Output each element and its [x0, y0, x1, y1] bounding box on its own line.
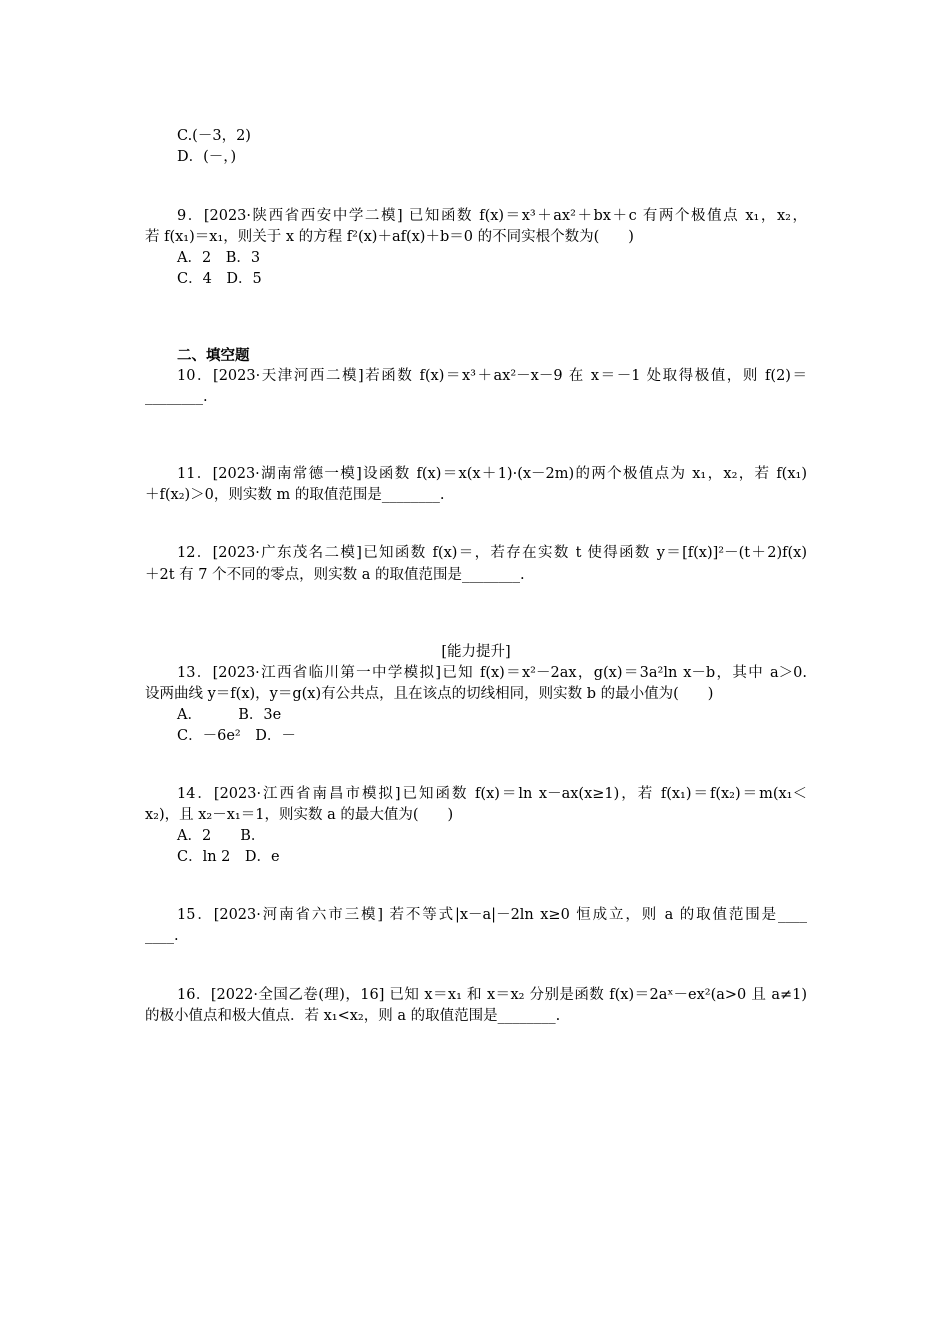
section-heading-ability: [能力提升] [441, 644, 511, 660]
q13-options-ab: A． B．3e [177, 707, 282, 723]
q16-stem-line1: 16．[2022·全国乙卷(理)，16] 已知 x＝x₁ 和 x＝x₂ 分别是函数 f(x)＝2aˣ－ex²(a>0 且 a≠1) [177, 987, 807, 1003]
q12-stem-line2: ＋2t 有 7 个不同的零点，则实数 a 的取值范围是________. [145, 567, 525, 583]
q9-stem-line1: 9．[2023·陕西省西安中学二模] 已知函数 f(x)＝x³＋ax²＋bx＋c 有两个极值点 x₁，x₂， [177, 208, 807, 224]
q13-stem-line1: 13．[2023·江西省临川第一中学模拟]已知 f(x)＝x²－2ax，g(x)＝3a²ln x－b，其中 a＞0. [177, 665, 807, 681]
q15-stem-line2: ____. [145, 928, 179, 944]
q14-options-ab: A．2 B． [177, 828, 266, 844]
q8-option-d: D．(－，) [177, 149, 237, 165]
q14-options-cd: C．ln 2 D．e [177, 849, 280, 865]
q14-stem-line2: x₂)，且 x₂－x₁＝1，则实数 a 的最大值为( ) [145, 807, 454, 823]
q9-stem-line2: 若 f(x₁)＝x₁，则关于 x 的方程 f²(x)＋af(x)＋b＝0 的不同实根个数为( ) [145, 229, 634, 245]
section-heading-fill-blank: 二、填空题 [177, 347, 250, 364]
q11-stem-line1: 11．[2023·湖南常德一模]设函数 f(x)＝x(x＋1)·(x－2m)的两个极值点为 x₁，x₂，若 f(x₁) [177, 466, 807, 482]
q9-options-cd: C．4 D．5 [177, 271, 262, 287]
q12-stem-line1: 12．[2023·广东茂名二模]已知函数 f(x)＝，若存在实数 t 使得函数 y＝[f(x)]²－(t＋2)f(x) [177, 545, 807, 561]
q9-options-ab: A．2 B．3 [177, 250, 261, 266]
q13-stem-line2: 设两曲线 y＝f(x)，y＝g(x)有公共点，且在该点的切线相同，则实数 b 的最小值为( ) [145, 686, 714, 702]
q10-stem-line1: 10．[2023·天津河西二模]若函数 f(x)＝x³＋ax²－x－9 在 x＝－1 处取得极值，则 f(2)＝ [177, 368, 807, 384]
q10-stem-line2: ________. [145, 389, 208, 405]
q8-option-c: C.(－3，2) [177, 128, 251, 144]
q16-stem-line2: 的极小值点和极大值点．若 x₁<x₂，则 a 的取值范围是________. [145, 1008, 561, 1024]
q14-stem-line1: 14．[2023·江西省南昌市模拟]已知函数 f(x)＝ln x－ax(x≥1)，若 f(x₁)＝f(x₂)＝m(x₁＜ [177, 786, 807, 802]
q15-stem-line1: 15．[2023·河南省六市三模] 若不等式|x－a|－2ln x≥0 恒成立，则 a 的取值范围是____ [177, 907, 807, 923]
q11-stem-line2: ＋f(x₂)＞0，则实数 m 的取值范围是________. [145, 487, 445, 503]
q13-options-cd: C．－6e² D．－ [177, 728, 296, 744]
